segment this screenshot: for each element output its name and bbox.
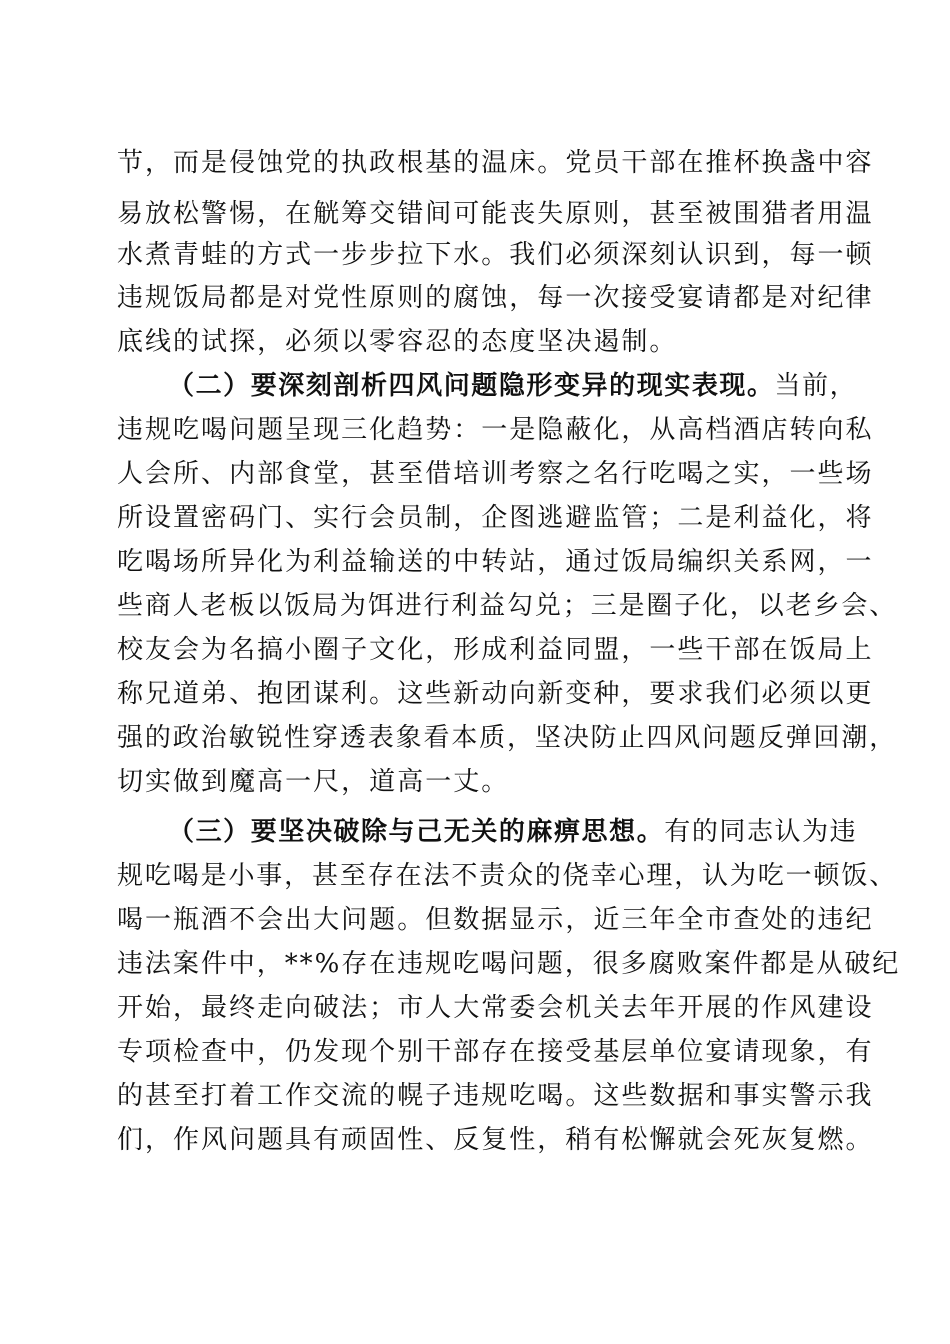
text-span: 当前，	[774, 371, 858, 401]
text-line: 吃喝场所异化为利益输送的中转站，通过饭局编织关系网，一	[117, 547, 874, 577]
text-line: 易放松警惕，在觥筹交错间可能丧失原则，甚至被围猎者用温	[117, 199, 874, 229]
section-heading: （三）要坚决破除与己无关的麻痹思想。	[168, 817, 665, 847]
text-line: 违法案件中，**%存在违规吃喝问题，很多腐败案件都是从破纪	[117, 949, 901, 979]
text-line: 开始，最终走向破法；市人大常委会机关去年开展的作风建设	[117, 993, 874, 1023]
text-line: 们，作风问题具有顽固性、反复性，稍有松懈就会死灰复燃。	[117, 1125, 874, 1155]
text-line: 违规吃喝问题呈现三化趋势：一是隐蔽化，从高档酒店转向私	[117, 415, 874, 445]
text-line: 切实做到魔高一尺，道高一丈。	[117, 767, 510, 797]
text-line: 水煮青蛙的方式一步步拉下水。我们必须深刻认识到，每一顿	[117, 240, 874, 270]
section-heading: （二）要深刻剖析四风问题隐形变异的现实表现。	[168, 371, 775, 401]
text-line: 底线的试探，必须以零容忍的态度坚决遏制。	[117, 327, 678, 357]
paragraph-first-line	[168, 367, 857, 405]
text-line: 的甚至打着工作交流的幌子违规吃喝。这些数据和事实警示我	[117, 1081, 874, 1111]
text-line: 违规饭局都是对党性原则的腐蚀，每一次接受宴请都是对纪律	[117, 283, 874, 313]
text-line: 喝一瓶酒不会出大问题。但数据显示，近三年全市查处的违纪	[117, 905, 874, 935]
text-line: 规吃喝是小事，甚至存在法不责众的侥幸心理，认为吃一顿饭、	[117, 861, 898, 891]
paragraph-first-line	[168, 813, 857, 851]
text-line: 所设置密码门、实行会员制，企图逃避监管；二是利益化，将	[117, 503, 874, 533]
text-span: 有的同志认为违	[664, 817, 858, 847]
text-line: 称兄道弟、抱团谋利。这些新动向新变种，要求我们必须以更	[117, 679, 874, 709]
text-line: 校友会为名搞小圈子文化，形成利益同盟，一些干部在饭局上	[117, 635, 874, 665]
text-line: 强的政治敏锐性穿透表象看本质，坚决防止四风问题反弹回潮，	[117, 723, 898, 753]
text-line: 人会所、内部食堂，甚至借培训考察之名行吃喝之实，一些场	[117, 459, 874, 489]
text-line: 些商人老板以饭局为饵进行利益勾兑；三是圈子化，以老乡会、	[117, 591, 898, 621]
text-line: 节，而是侵蚀党的执政根基的温床。党员干部在推杯换盏中容	[117, 148, 874, 178]
text-line: 专项检查中，仍发现个别干部存在接受基层单位宴请现象，有	[117, 1037, 874, 1067]
